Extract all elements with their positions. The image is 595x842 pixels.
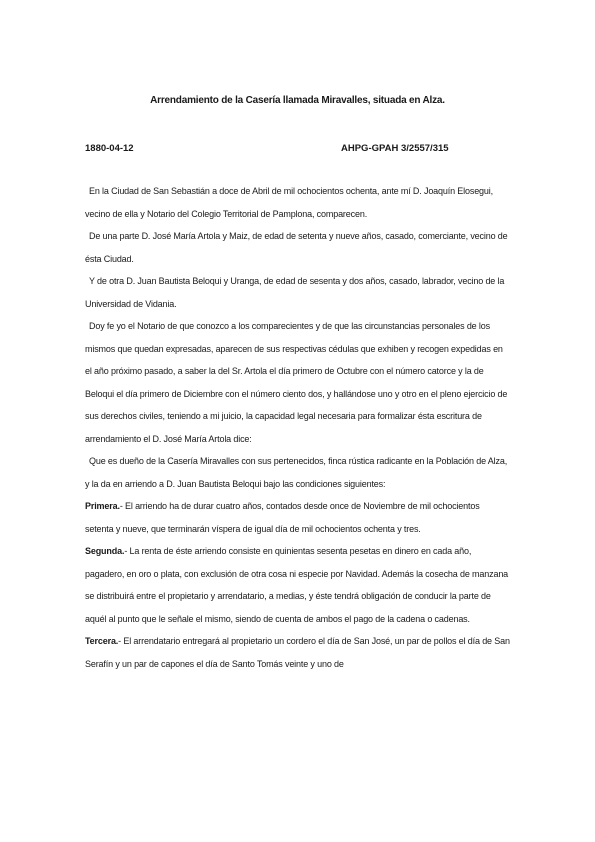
- archive-reference: AHPG-GPAH 3/2557/315: [341, 143, 449, 154]
- paragraph-property-statement: [85, 450, 510, 495]
- condition-first: [85, 495, 510, 540]
- condition-text: - La renta de éste arriendo consiste en quinientas sesenta pesetas en dinero en cada año, pagadero, en oro o plata, con exclusión de otra cosa ni especie por Navidad. Además la cosecha de manzana se distribuirá entre el propietario y arrendatario, a medias, y éste tendrá obligación de conducir la parte de aquél al punto que le señale el mismo, siendo de cuenta de ambos el pago de la cadena o cadenas.: [85, 546, 509, 624]
- paragraph-notary-attestation: [85, 315, 510, 450]
- condition-second: [85, 540, 510, 630]
- condition-heading: Tercera.: [85, 636, 119, 646]
- paragraph-first-party: [85, 225, 510, 270]
- paragraph-text: De una parte D. José María Artola y Maiz, de edad de setenta y nueve años, casado, comerciante, vecino de ésta Ciudad.: [85, 231, 508, 264]
- condition-text: - El arriendo ha de durar cuatro años, contados desde once de Noviembre de mil ochocientos setenta y nueve, que terminarán víspera de igual día de mil ochocientos ochenta y tres.: [85, 501, 480, 534]
- paragraph-text: Doy fe yo el Notario de que conozco a los comparecientes y de que las circunstancias personales de los mismos que quedan expresadas, aparecen de sus respectivas cédulas que exhiben y recogen expedidas en el año próximo pasado, a saber la del Sr. Artola el día primero de Octubre con el número catorce y la de Beloqui el día primero de Diciembre con el número ciento dos, y hallándose uno y otro en el pleno ejercicio de sus derechos civiles, teniendo a mi juicio, la capacidad legal necesaria para formalizar ésta escritura de arrendamiento el D. José María Artola dice:: [85, 321, 508, 444]
- paragraph-text: Y de otra D. Juan Bautista Beloqui y Uranga, de edad de sesenta y dos años, casado, labrador, vecino de la Universidad de Vidania.: [85, 276, 505, 309]
- paragraph-opening: [85, 180, 510, 225]
- document-date: 1880-04-12: [85, 143, 134, 154]
- document-body: [85, 180, 510, 675]
- condition-heading: Segunda.: [85, 546, 125, 556]
- condition-text: - El arrendatario entregará al propietario un cordero el día de San José, un par de pollos el día de San Serafín y un par de capones el día de Santo Tomás veinte y uno de: [85, 636, 510, 669]
- document-title: Arrendamiento de la Casería llamada Miravalles, situada en Alza.: [150, 95, 445, 106]
- condition-third: [85, 630, 510, 675]
- paragraph-text: En la Ciudad de San Sebastián a doce de Abril de mil ochocientos ochenta, ante mí D. Joaquín Elosegui, vecino de ella y Notario del Colegio Territorial de Pamplona, comparecen.: [85, 186, 493, 219]
- condition-heading: Primera.: [85, 501, 120, 511]
- paragraph-text: Que es dueño de la Casería Miravalles con sus pertenecidos, finca rústica radicante en la Población de Alza, y la da en arriendo a D. Juan Bautista Beloqui bajo las condiciones siguientes:: [85, 456, 508, 489]
- paragraph-second-party: [85, 270, 510, 315]
